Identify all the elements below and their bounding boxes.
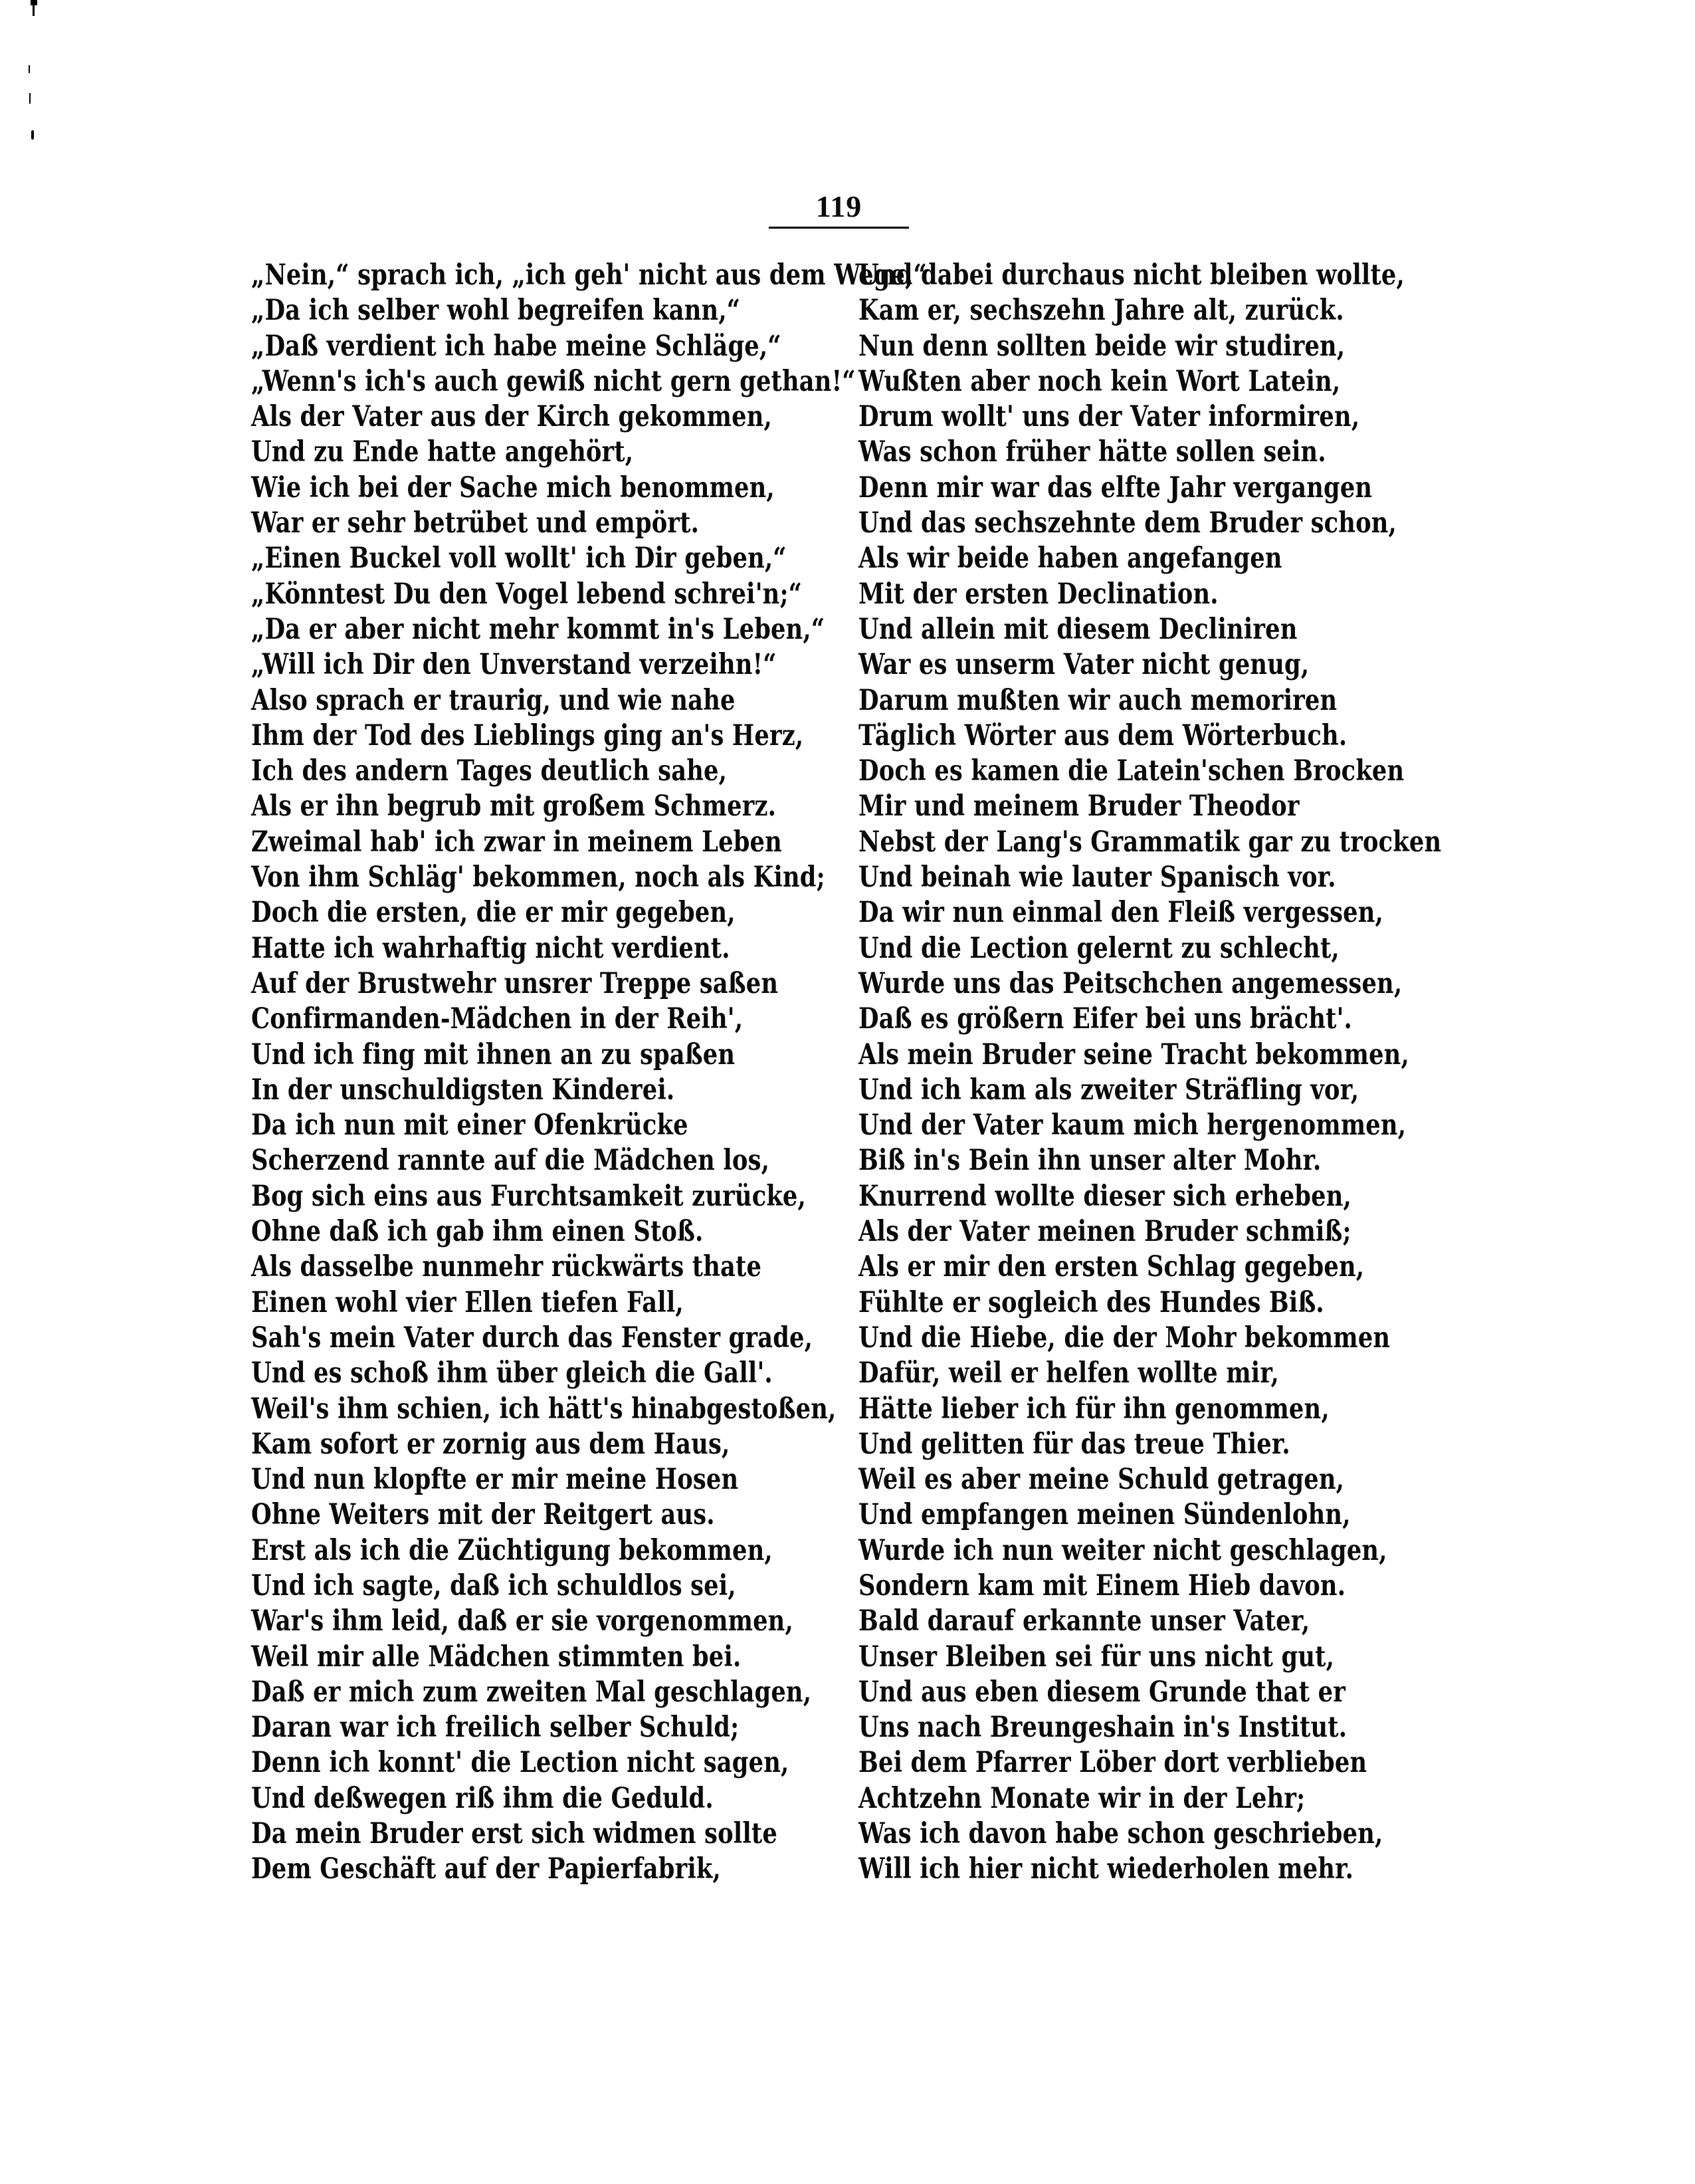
verse-line: Scherzend rannte auf die Mädchen los,: [251, 1144, 770, 1178]
verse-line: „Könntest Du den Vogel lebend schrei'n;“: [251, 577, 803, 611]
verse-line: Auf der Brustwehr unsrer Treppe saßen: [251, 966, 779, 1000]
verse-line: Wußten aber noch kein Wort Latein,: [858, 364, 1341, 398]
verse-line: Was schon früher hätte sollen sein.: [858, 435, 1326, 469]
verse-line: Mir und meinem Bruder Theodor: [858, 790, 1300, 823]
right-text-column: [858, 258, 1442, 1888]
verse-line: Nebst der Lang's Grammatik gar zu trocken: [858, 825, 1442, 859]
verse-line: Uns nach Breungeshain in's Institut.: [858, 1711, 1347, 1745]
verse-line: Von ihm Schläg' bekommen, noch als Kind;: [251, 861, 825, 895]
verse-line: Knurrend wollte dieser sich erheben,: [858, 1179, 1351, 1213]
verse-line: Bald darauf erkannte unser Vater,: [858, 1604, 1310, 1638]
verse-line: „Da er aber nicht mehr kommt in's Leben,“: [251, 612, 825, 646]
scan-artifact: [29, 65, 30, 73]
verse-line: Wurde ich nun weiter nicht geschlagen,: [858, 1533, 1387, 1567]
verse-line: „Einen Buckel voll wollt' ich Dir geben,“: [251, 542, 787, 576]
verse-line: „Will ich Dir den Unverstand verzeihn!“: [251, 648, 777, 682]
verse-line: Denn mir war das elfte Jahr vergangen: [858, 471, 1373, 504]
verse-line: Als mein Bruder seine Tracht bekommen,: [858, 1037, 1409, 1071]
verse-line: Sah's mein Vater durch das Fenster grade,: [251, 1321, 813, 1355]
verse-line: Und aus eben diesem Grunde that er: [858, 1675, 1346, 1709]
verse-line: Daß er mich zum zweiten Mal geschlagen,: [251, 1675, 812, 1709]
verse-line: Da ich nun mit einer Ofenkrücke: [251, 1109, 688, 1143]
verse-line: Drum wollt' uns der Vater informiren,: [858, 400, 1360, 434]
verse-line: Und die Lection gelernt zu schlecht,: [858, 931, 1340, 965]
verse-line: Und ich fing mit ihnen an zu spaßen: [251, 1037, 736, 1071]
verse-line: Hätte lieber ich für ihn genommen,: [858, 1392, 1330, 1426]
verse-line: Da mein Bruder erst sich widmen sollte: [251, 1817, 777, 1851]
verse-line: Und allein mit diesem Decliniren: [858, 612, 1298, 646]
verse-line: Als er ihn begrub mit großem Schmerz.: [251, 790, 777, 823]
verse-line: Dafür, weil er helfen wollte mir,: [858, 1357, 1279, 1390]
verse-line: Ohne daß ich gab ihm einen Stoß.: [251, 1215, 704, 1249]
verse-line: „Da ich selber wohl begreifen kann,“: [251, 294, 741, 328]
verse-line: Biß in's Bein ihn unser alter Mohr.: [858, 1144, 1322, 1178]
verse-line: Achtzehn Monate wir in der Lehr;: [858, 1781, 1306, 1815]
verse-line: Und das sechszehnte dem Bruder schon,: [858, 506, 1397, 540]
verse-line: Und der Vater kaum mich hergenommen,: [858, 1109, 1407, 1143]
verse-line: Bei dem Pfarrer Löber dort verblieben: [858, 1746, 1367, 1780]
verse-line: War er sehr betrübet und empört.: [251, 506, 700, 540]
verse-line: Und empfangen meinen Sündenlohn,: [858, 1498, 1351, 1532]
verse-line: „Wenn's ich's auch gewiß nicht gern gethan!“: [251, 364, 856, 398]
verse-line: Mit der ersten Declination.: [858, 577, 1219, 611]
verse-line: Und es schoß ihm über gleich die Gall'.: [251, 1357, 773, 1390]
verse-line: Ohne Weiters mit der Reitgert aus.: [251, 1498, 715, 1532]
verse-line: Unser Bleiben sei für uns nicht gut,: [858, 1640, 1335, 1674]
verse-line: Ich des andern Tages deutlich sahe,: [251, 754, 728, 788]
verse-line: Als dasselbe nunmehr rückwärts thate: [251, 1250, 762, 1284]
verse-line: Confirmanden-Mädchen in der Reih',: [251, 1002, 744, 1036]
verse-line: Weil mir alle Mädchen stimmten bei.: [251, 1640, 742, 1674]
verse-line: Erst als ich die Züchtigung bekommen,: [251, 1533, 773, 1567]
left-text-column: [251, 258, 928, 1888]
verse-line: Und nun klopfte er mir meine Hosen: [251, 1463, 739, 1497]
verse-line: Und ich kam als zweiter Sträfling vor,: [858, 1073, 1359, 1107]
verse-line: „Daß verdient ich habe meine Schläge,“: [251, 329, 781, 363]
verse-line: Und zu Ende hatte angehört,: [251, 435, 634, 469]
scan-artifact: [33, 4, 35, 16]
verse-line: Als wir beide haben angefangen: [858, 542, 1282, 576]
verse-line: Also sprach er traurig, und wie nahe: [251, 683, 736, 717]
verse-line: Hatte ich wahrhaftig nicht verdient.: [251, 931, 730, 965]
verse-line: In der unschuldigsten Kinderei.: [251, 1073, 675, 1107]
verse-line: Ihm der Tod des Lieblings ging an's Herz,: [251, 718, 804, 752]
verse-line: Als der Vater aus der Kirch gekommen,: [251, 400, 772, 434]
verse-line: Und deßwegen riß ihm die Geduld.: [251, 1781, 714, 1815]
verse-line: Und beinah wie lauter Spanisch vor.: [858, 861, 1336, 895]
verse-line: Einen wohl vier Ellen tiefen Fall,: [251, 1285, 684, 1319]
verse-line: Sondern kam mit Einem Hieb davon.: [858, 1569, 1346, 1602]
verse-line: Wurde uns das Peitschchen angemessen,: [858, 966, 1403, 1000]
page-number-rule: [769, 227, 909, 229]
verse-line: Weil es aber meine Schuld getragen,: [858, 1463, 1345, 1497]
verse-line: War es unserm Vater nicht genug,: [858, 648, 1310, 682]
verse-line: Als er mir den ersten Schlag gegeben,: [858, 1250, 1365, 1284]
verse-line: Was ich davon habe schon geschrieben,: [858, 1817, 1383, 1851]
page-number: 119: [815, 189, 862, 223]
verse-line: Doch es kamen die Latein'schen Brocken: [858, 754, 1405, 788]
verse-line: Denn ich konnt' die Lection nicht sagen,: [251, 1746, 789, 1780]
scan-artifact: [29, 93, 31, 104]
verse-line: Da wir nun einmal den Fleiß vergessen,: [858, 896, 1383, 930]
verse-line: Täglich Wörter aus dem Wörterbuch.: [858, 718, 1347, 752]
verse-line: Daran war ich freilich selber Schuld;: [251, 1711, 740, 1745]
verse-line: Kam sofort er zornig aus dem Haus,: [251, 1427, 730, 1461]
scan-artifact: [31, 130, 34, 140]
verse-line: Als der Vater meinen Bruder schmiß;: [858, 1215, 1351, 1249]
verse-line: Darum mußten wir auch memoriren: [858, 683, 1338, 717]
verse-line: Fühlte er sogleich des Hundes Biß.: [858, 1285, 1324, 1319]
verse-line: Und gelitten für das treue Thier.: [858, 1427, 1290, 1461]
verse-line: Weil's ihm schien, ich hätt's hinabgestoßen,: [251, 1392, 837, 1426]
verse-line: Will ich hier nicht wiederholen mehr.: [858, 1852, 1354, 1886]
verse-line: „Nein,“ sprach ich, „ich geh' nicht aus dem Wege,“: [251, 259, 928, 292]
verse-line: Und dabei durchaus nicht bleiben wollte,: [858, 259, 1405, 292]
verse-line: Bog sich eins aus Furchtsamkeit zurücke,: [251, 1179, 806, 1213]
verse-line: Und ich sagte, daß ich schuldlos sei,: [251, 1569, 736, 1602]
verse-line: Dem Geschäft auf der Papierfabrik,: [251, 1852, 721, 1886]
verse-line: Kam er, sechszehn Jahre alt, zurück.: [858, 294, 1344, 328]
verse-line: Daß es größern Eifer bei uns brächt'.: [858, 1002, 1353, 1036]
verse-line: Zweimal hab' ich zwar in meinem Leben: [251, 825, 782, 859]
verse-line: Und die Hiebe, die der Mohr bekommen: [858, 1321, 1391, 1355]
verse-line: Doch die ersten, die er mir gegeben,: [251, 896, 736, 930]
verse-line: Nun denn sollten beide wir studiren,: [858, 329, 1346, 363]
verse-line: Wie ich bei der Sache mich benommen,: [251, 471, 775, 504]
verse-line: War's ihm leid, daß er sie vorgenommen,: [251, 1604, 793, 1638]
